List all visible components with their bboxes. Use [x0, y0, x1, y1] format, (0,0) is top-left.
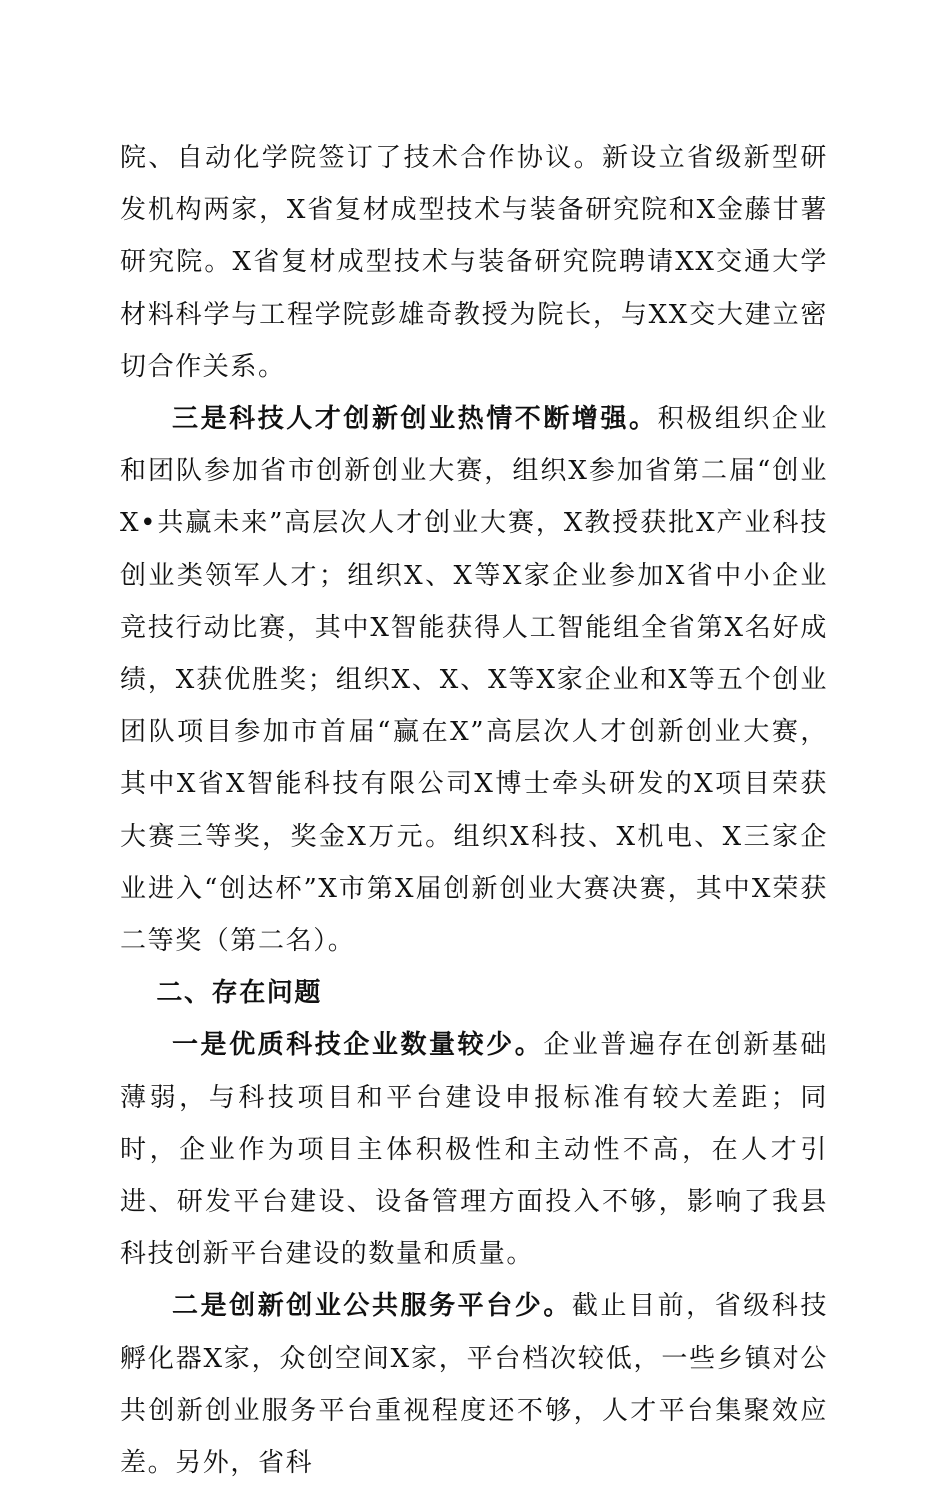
paragraph-talent-enthusiasm: [120, 393, 828, 967]
document-body: [120, 132, 828, 1489]
paragraph-body: 院、自动化学院签订了技术合作协议。新设立省级新型研发机构两家，X省复材成型技术与装备研究院和X金藤甘薯研究院。X省复材成型技术与装备研究院聘请XX交通大学材料科学与工程学院彭雄奇教授为院长，与XX交大建立密切合作关系。: [120, 143, 828, 382]
paragraph-continuation: [120, 132, 828, 393]
paragraph-body: 截止目前，省级科技孵化器X家，众创空间X家，平台档次较低，一些乡镇对公共创新创业服务平台重视程度还不够，人才平台集聚效应差。另外，省科: [120, 1291, 828, 1479]
paragraph-lead: 三是科技人才创新创业热情不断增强。: [172, 404, 658, 435]
paragraph-service-platforms: [120, 1280, 828, 1489]
paragraph-lead: 二是创新创业公共服务平台少。: [172, 1291, 572, 1322]
paragraph-quality-enterprises: [120, 1019, 828, 1280]
paragraph-body: 积极组织企业和团队参加省市创新创业大赛，组织X参加省第二届“创业X•共赢未来”高层次人才创业大赛，X教授获批X产业科技创业类领军人才；组织X、X等X家企业参加X省中小企业竞技行动比赛，其中X智能获得人工智能组全省第X名好成绩，X获优胜奖；组织X、X、X等X家企业和X等五个创业团队项目参加市首届“赢在X”高层次人才创新创业大赛，其中X省X智能科技有限公司X博士牵头研发的X项目荣获大赛三等奖，奖金X万元。组织X科技、X机电、X三家企业进入“创达杯”X市第X届创新创业大赛决赛，其中X荣获二等奖（第二名）。: [120, 404, 828, 957]
paragraph-lead: 一是优质科技企业数量较少。: [172, 1030, 544, 1061]
paragraph-body: 企业普遍存在创新基础薄弱，与科技项目和平台建设申报标准有较大差距；同时，企业作为项目主体积极性和主动性不高，在人才引进、研发平台建设、设备管理方面投入不够，影响了我县科技创新平台建设的数量和质量。: [120, 1030, 828, 1270]
section-heading-problems: 二、存在问题: [156, 978, 322, 1009]
